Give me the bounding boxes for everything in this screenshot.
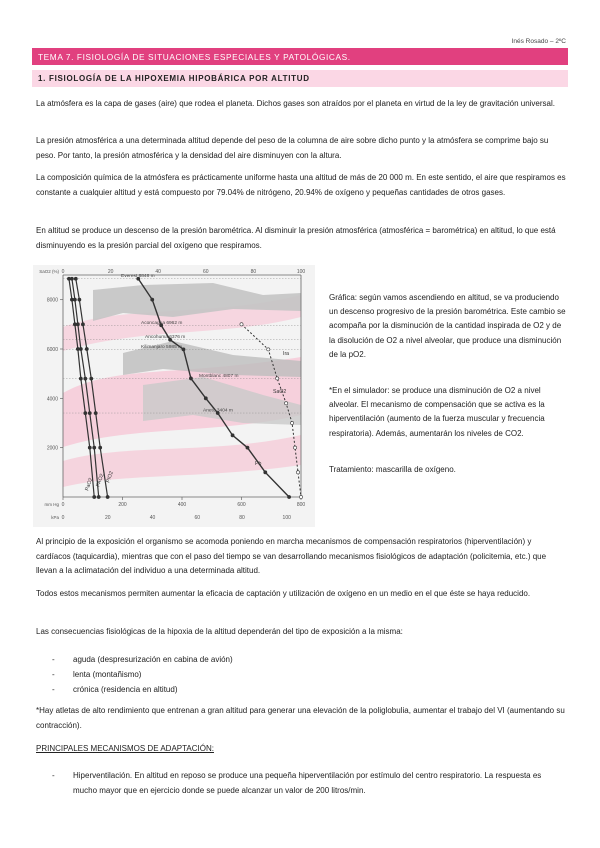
peak-label: Ancohuma 6376 m (145, 335, 186, 341)
data-point (182, 348, 185, 351)
peak-label: Everest 8848 m (121, 274, 155, 280)
data-point (84, 412, 87, 415)
paragraph: Al principio de la exposición el organismo se acomoda poniendo en marcha mecanismos de compensación respiratorios (hiperventilación) y cardíacos (taquicardia), mientras que con el paso del tiempo se van desarrollando mecanismos fisiológicos de adaptación (policitemia, etc.) que llevan a la aclimatación del individuo a una determinada altitud. (36, 537, 547, 575)
sao2-tick-label: 100 (296, 269, 306, 275)
mechanism-text: Hiperventilación. En altitud en reposo se produce una pequeña hiperventilación por estímulo del centro respiratorio. La respuesta es mucho mayor que en ejercicio donde se puede alcanzar un valor de 200 litros/min. (73, 771, 542, 795)
peak-label: Kilimanjaro 5985 m (141, 344, 183, 350)
data-point (90, 377, 93, 380)
data-point (84, 377, 87, 380)
peak-label: Montblanc 4807 m (199, 373, 239, 379)
data-point (276, 377, 279, 380)
data-point (88, 446, 91, 449)
x-tick-label: 600 (237, 502, 246, 508)
data-point (97, 495, 100, 498)
list-item-text: aguda (despresurización en cabina de avión) (73, 655, 233, 664)
data-point (88, 412, 91, 415)
page-title: TEMA 7. FISIOLOGÍA DE SITUACIONES ESPECIALES Y PATOLÓGICAS. (38, 52, 351, 62)
kpa-tick-label: 100 (282, 515, 291, 521)
data-point (204, 397, 207, 400)
sao2-tick-label: 60 (203, 269, 209, 275)
y-tick-label: 4000 (46, 396, 58, 403)
series-label-pao2: PaO2 (84, 477, 95, 492)
series-label-pao2: PAO2 (95, 472, 106, 488)
data-point (288, 495, 291, 498)
peak-label: Aneto 3404 m (203, 408, 233, 414)
x-tick-label: 200 (118, 502, 127, 508)
sao2-tick-label: 20 (107, 269, 114, 275)
data-point (74, 277, 77, 280)
data-point (285, 402, 288, 405)
mechanisms-heading: PRINCIPALES MECANISMOS DE ADAPTACIÓN: (36, 744, 214, 753)
y-tick-label: 8000 (46, 297, 58, 304)
list-dash: - (52, 655, 55, 664)
sao2-axis-label: SaO2 (%) (39, 269, 59, 274)
treatment: Tratamiento: mascarilla de oxígeno. (329, 465, 456, 474)
x-axis-label: mm Hg (44, 502, 59, 507)
list-item-text: lenta (montañismo) (73, 670, 142, 679)
list-dash: - (52, 771, 55, 780)
paragraph: La composición química de la atmósfera es prácticamente uniforme hasta una altitud de más de 20 000 m. En este sentido, el aire que respiramos es constante a cualquier altitud y está compuesto por 79.04% de nitrógeno, 20.94% de oxígeno y pequeñas cantidades de otros gases. (36, 173, 566, 197)
paragraph: En altitud se produce un descenso de la presión barométrica. Al disminuir la presión atmosférica (atmosférica = barométrica) en altitud, lo que está disminuyendo es la presión parcial del oxígeno que respiramos. (36, 226, 556, 250)
list-item-text: crónica (residencia en altitud) (73, 685, 178, 694)
data-point (240, 323, 243, 326)
data-point (70, 298, 73, 301)
data-point (76, 347, 79, 350)
paragraph: La presión atmosférica a una determinada altitud depende del peso de la columna de aire sobre dicho punto y la atmósfera se comprime bajo su peso. Por tanto, la presión atmosférica y la densidad del aire disminuyen con la altura. (36, 136, 549, 160)
list-dash: - (52, 670, 55, 679)
paragraph: Las consecuencias fisiológicas de la hipoxia de la altitud dependerán del tipo de exposición a la misma: (36, 627, 403, 636)
series-label-pb: Pb (255, 461, 262, 467)
y-tick-label: 2000 (46, 445, 58, 452)
data-point (290, 421, 293, 424)
data-point (93, 446, 96, 449)
data-point (293, 446, 296, 449)
graph-caption: Gráfica: según vamos ascendiendo en altitud, se va produciendo un descenso progresivo de la presión barométrica. Este cambio se acompaña por la disminución de la cantidad inspirada de O2 y de la disolución de O2 a nivel alveolar, que produce una disminución de la pO2. (329, 293, 566, 359)
kpa-tick-label: 80 (239, 515, 245, 521)
data-point (79, 377, 82, 380)
y-tick-label: 6000 (46, 347, 58, 353)
title-bar (32, 48, 568, 65)
data-point (106, 495, 109, 498)
paragraph: La atmósfera es la capa de gases (aire) que rodea el planeta. Dichos gases son atraídos por el planeta en virtud de la ley de gravitación universal. (36, 99, 555, 108)
data-point (151, 298, 154, 301)
x-tick-label: 800 (296, 502, 306, 508)
data-point (94, 412, 97, 415)
x-tick-label: 0 (61, 502, 65, 508)
section-title: 1. FISIOLOGÍA DE LA HIPOXEMIA HIPOBÁRICA POR ALTITUD (38, 74, 310, 83)
data-point (67, 277, 70, 280)
data-point (231, 434, 234, 437)
list-dash: - (52, 685, 55, 694)
section-bar (32, 70, 568, 87)
kpa-tick-label: 60 (194, 515, 201, 521)
data-point (296, 471, 299, 474)
paragraph: Todos estos mecanismos permiten aumentar la eficacia de captación y utilización de oxígeno en un medio en el que éste se haya reducido. (36, 589, 531, 598)
data-point (264, 471, 267, 474)
series-label-pio2: PIO2 (105, 470, 115, 484)
author: Inés Rosado – 2ºC (511, 38, 566, 45)
data-point (81, 323, 84, 326)
data-point (189, 377, 192, 380)
sao2-tick-label: 0 (61, 269, 65, 275)
altitude-chart (33, 265, 315, 527)
data-point (85, 347, 88, 350)
peak-label: Aconcagua 6962 m (141, 320, 183, 326)
data-point (299, 495, 302, 498)
kpa-tick-label: 0 (61, 515, 65, 521)
kpa-axis-label: kPa (51, 515, 59, 520)
series-label-sao2: SaO2 (273, 389, 287, 395)
data-point (99, 446, 102, 449)
series-label-ira: Ira (283, 351, 290, 357)
data-point (267, 348, 270, 351)
data-point (73, 323, 76, 326)
sao2-tick-label: 40 (155, 269, 161, 275)
sao2-tick-label: 80 (250, 269, 257, 275)
data-point (93, 495, 96, 498)
athletes-note: *Hay atletas de alto rendimiento que entrenan a gran altitud para generar una elevación de la poliglobulia, aumentar el trabajo del VI (aumentando su contracción). (36, 706, 565, 730)
kpa-tick-label: 40 (149, 515, 156, 521)
data-point (246, 446, 249, 449)
data-point (78, 298, 81, 301)
simulator-note: *En el simulador: se produce una disminución de O2 a nivel alveolar. El mecanismo de compensación que se activa es la hiperventilación (aumento de la fuerza muscular y frecuencia respiratoria). Además, aumentarán los niveles de CO2. (329, 386, 545, 438)
x-tick-label: 400 (177, 502, 187, 508)
kpa-tick-label: 20 (104, 515, 111, 521)
